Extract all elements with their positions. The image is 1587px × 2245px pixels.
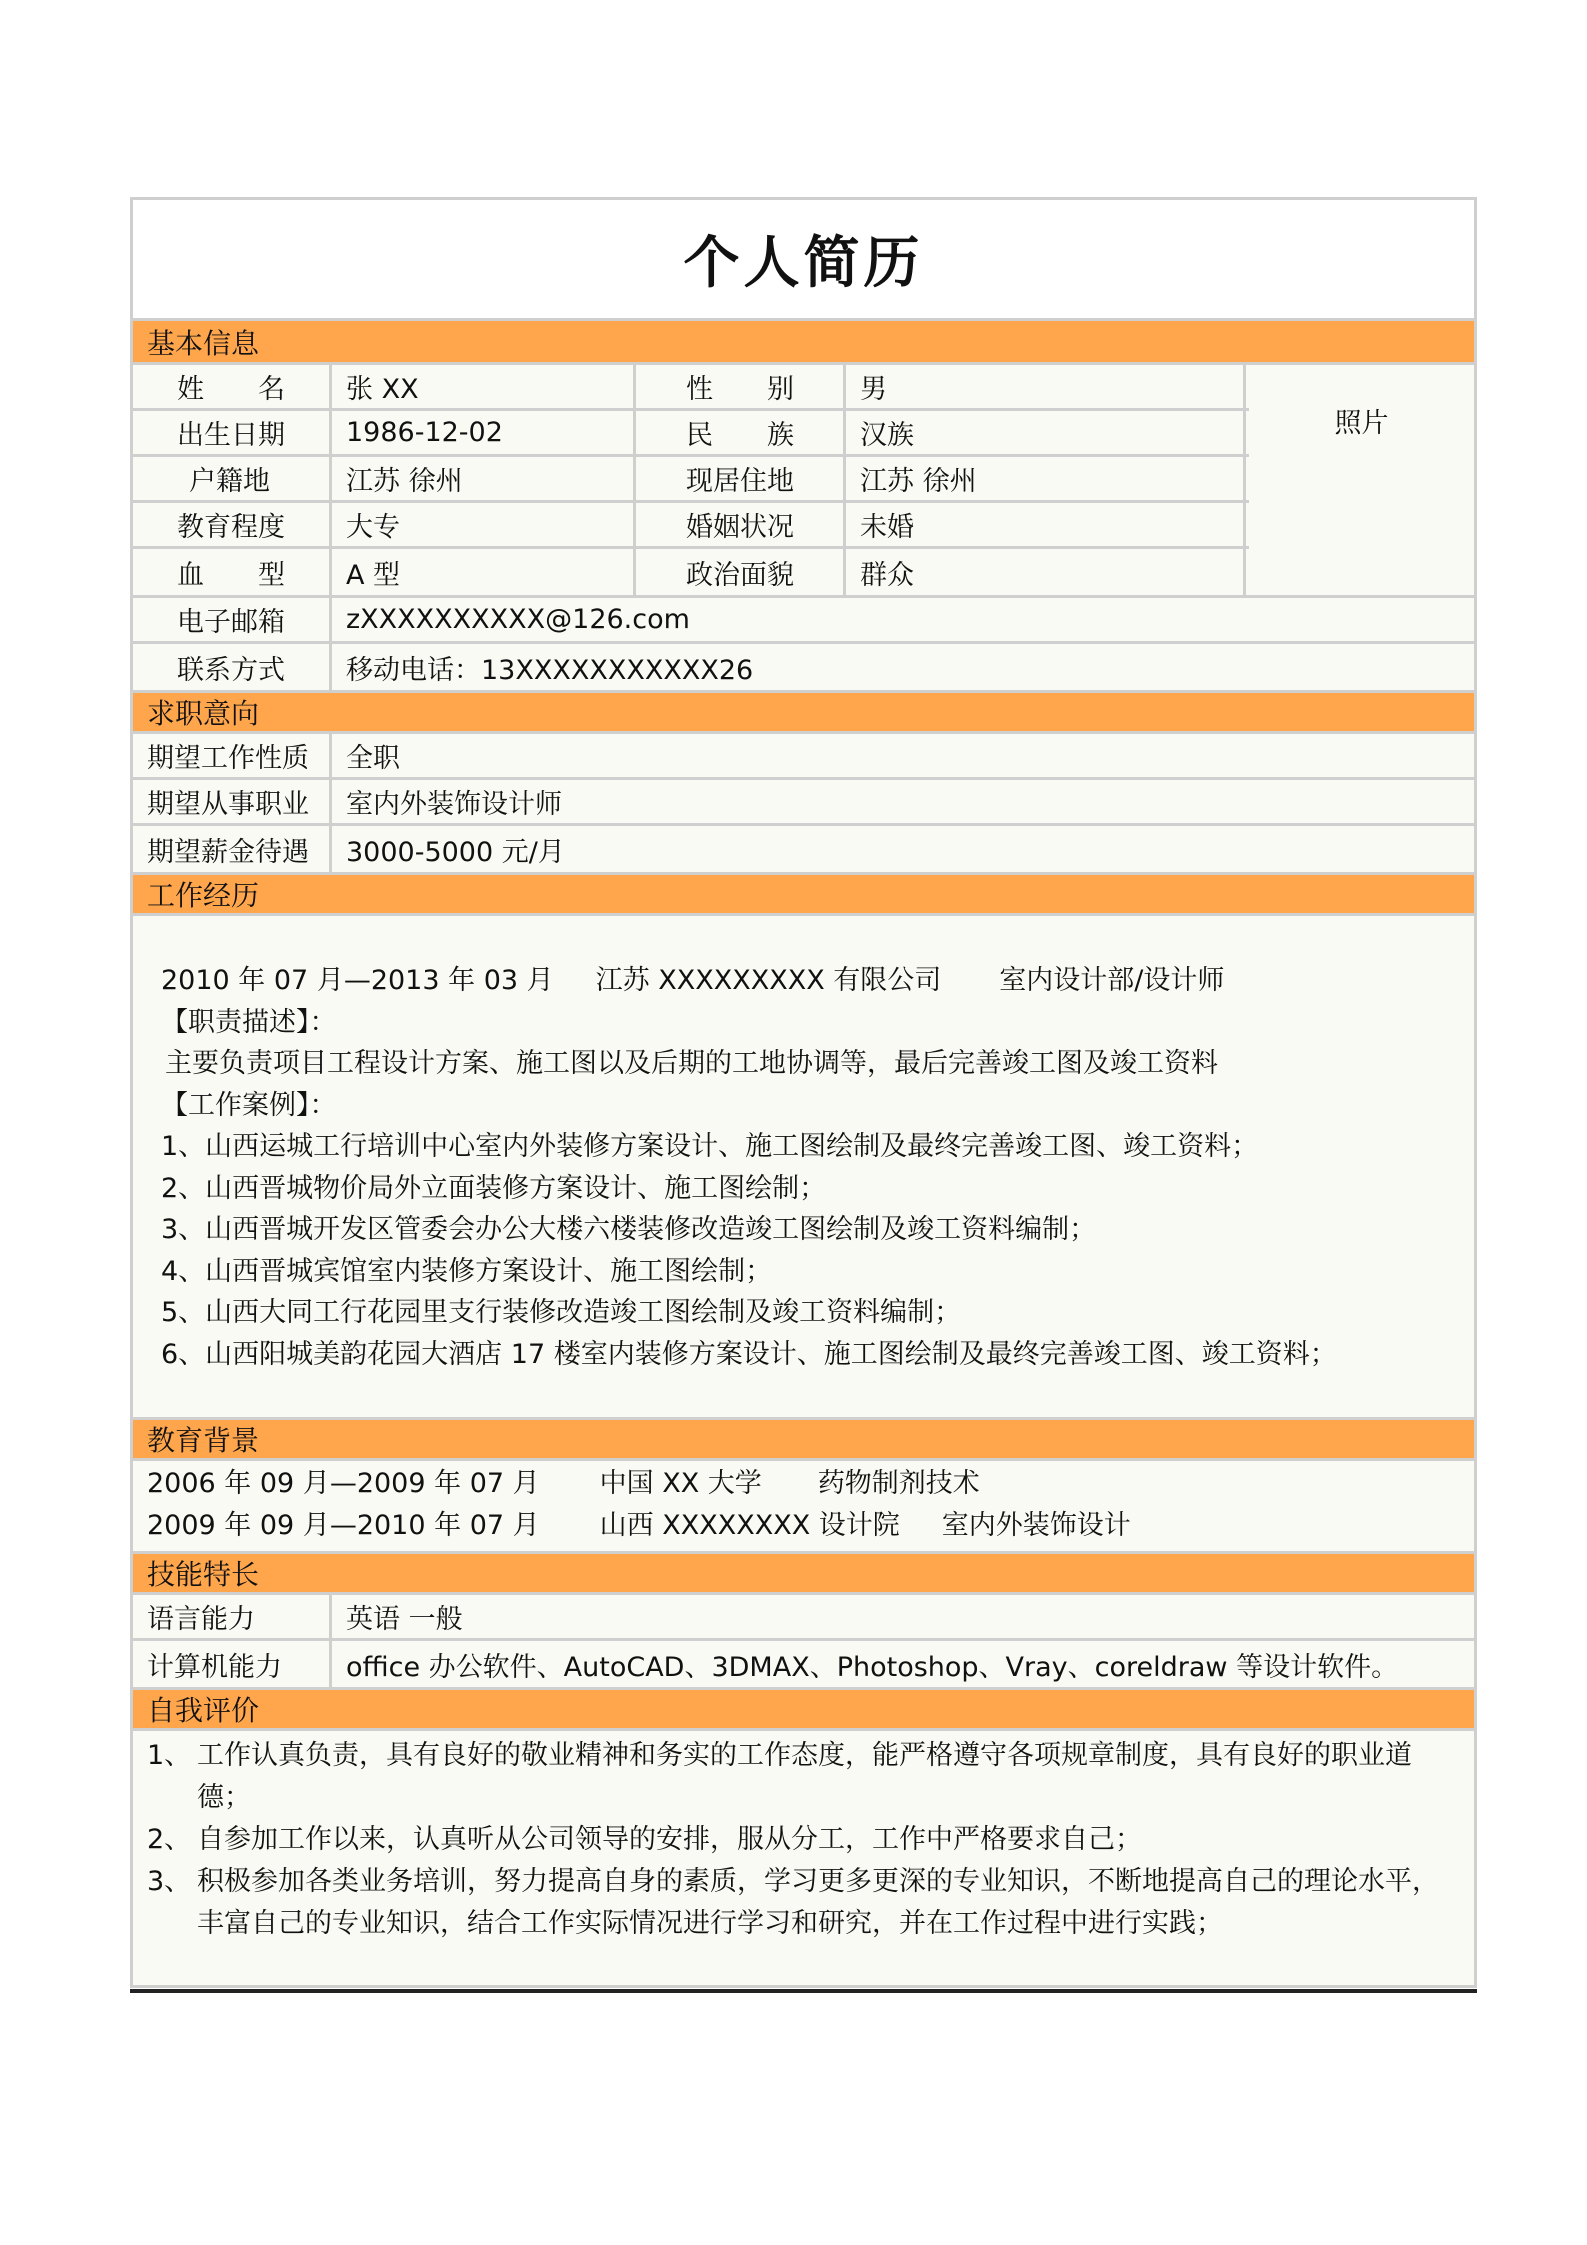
value-political: 群众 bbox=[846, 549, 1246, 595]
basic-info-grid bbox=[133, 365, 1474, 598]
row-email bbox=[133, 598, 1474, 644]
label-gender: 性 别 bbox=[636, 365, 846, 408]
label-education: 教育程度 bbox=[133, 503, 332, 546]
self-eval-number: 1、 bbox=[147, 1740, 192, 1771]
value-email: zXXXXXXXXXX@126.com bbox=[346, 604, 690, 635]
label-email: 电子邮箱 bbox=[133, 598, 332, 641]
label-hukou: 户籍地 bbox=[133, 457, 332, 500]
edu-major: 药物制剂技术 bbox=[817, 1468, 980, 1499]
self-evaluation-block bbox=[133, 1731, 1474, 1985]
case-item: 6、山西阳城美韵花园大酒店 17 楼室内装修方案设计、施工图绘制及最终完善竣工图、竣工资料； bbox=[161, 1338, 1337, 1370]
case-item: 5、山西大同工行花园里支行装修改造竣工图绘制及竣工资料编制； bbox=[161, 1297, 962, 1328]
section-header-self: 自我评价 bbox=[133, 1687, 1474, 1731]
edu-school: 山西 XXXXXXXX 设计院 bbox=[599, 1510, 900, 1541]
value-name: 张 XX bbox=[332, 365, 636, 408]
section-header-skills: 技能特长 bbox=[133, 1551, 1474, 1595]
label-residence: 现居住地 bbox=[636, 457, 846, 500]
label-job-target: 期望从事职业 bbox=[133, 780, 332, 823]
edu-period: 2006 年 09 月—2009 年 07 月 bbox=[147, 1468, 540, 1499]
row-birth-ethnic bbox=[133, 411, 1249, 457]
case-item: 4、山西晋城宾馆室内装修方案设计、施工图绘制； bbox=[161, 1255, 773, 1287]
value-marital: 未婚 bbox=[846, 503, 1246, 546]
self-eval-text: 工作认真负责，具有良好的敬业精神和务实的工作态度，能严格遵守各项规章制度，具有良好的职业道德； bbox=[197, 1740, 1412, 1813]
label-job-nature: 期望工作性质 bbox=[133, 734, 332, 777]
label-name: 姓 名 bbox=[133, 365, 332, 408]
value-hukou: 江苏 徐州 bbox=[332, 457, 636, 500]
self-eval-text: 积极参加各类业务培训，努力提高自身的素质，学习更多更深的专业知识，不断地提高自己的理论水平，丰富自己的专业知识，结合工作实际情况进行学习和研究，并在工作过程中进行实践； bbox=[197, 1866, 1439, 1939]
row-salary bbox=[133, 826, 1474, 872]
resume-document bbox=[130, 197, 1477, 1988]
work-period: 2010 年 07 月—2013 年 03 月 bbox=[161, 965, 554, 996]
edu-period: 2009 年 09 月—2010 年 07 月 bbox=[147, 1510, 540, 1541]
edu-school: 中国 XX 大学 bbox=[599, 1468, 762, 1499]
value-language: 英语 一般 bbox=[346, 1604, 463, 1635]
self-eval-number: 3、 bbox=[147, 1866, 192, 1897]
row-blood-political bbox=[133, 549, 1249, 595]
label-salary: 期望薪金待遇 bbox=[133, 826, 332, 872]
value-job-target: 室内外装饰设计师 bbox=[346, 789, 562, 820]
photo-placeholder: 照片 bbox=[1334, 407, 1389, 439]
work-experience-block bbox=[133, 916, 1474, 1417]
self-eval-item bbox=[147, 1819, 1462, 1861]
row-edu-marital bbox=[133, 503, 1249, 549]
value-blood: A 型 bbox=[332, 549, 636, 595]
case-item: 1、山西运城工行培训中心室内外装修方案设计、施工图绘制及最终完善竣工图、竣工资料； bbox=[161, 1131, 1259, 1162]
value-birth: 1986-12-02 bbox=[332, 411, 636, 454]
case-item: 2、山西晋城物价局外立面装修方案设计、施工图绘制； bbox=[161, 1172, 827, 1204]
label-marital: 婚姻状况 bbox=[636, 503, 846, 546]
education-block bbox=[133, 1461, 1474, 1551]
row-name-gender bbox=[133, 365, 1249, 411]
duty-text: 主要负责项目工程设计方案、施工图以及后期的工地协调等，最后完善竣工图及竣工资料 bbox=[165, 1048, 1218, 1079]
label-political: 政治面貌 bbox=[636, 549, 846, 595]
value-education: 大专 bbox=[332, 503, 636, 546]
work-company: 江苏 XXXXXXXXX 有限公司 bbox=[595, 965, 942, 996]
section-header-work: 工作经历 bbox=[133, 872, 1474, 916]
row-contact bbox=[133, 644, 1474, 690]
label-blood: 血 型 bbox=[133, 549, 332, 595]
section-header-intent: 求职意向 bbox=[133, 690, 1474, 734]
work-entry-header bbox=[161, 960, 1474, 1002]
value-job-nature: 全职 bbox=[346, 743, 400, 774]
row-computer bbox=[133, 1641, 1474, 1687]
self-eval-item bbox=[147, 1861, 1462, 1945]
row-hukou-residence bbox=[133, 457, 1249, 503]
value-contact: 移动电话：13XXXXXXXXXXX26 bbox=[346, 654, 754, 686]
label-birth: 出生日期 bbox=[133, 411, 332, 454]
value-salary: 3000-5000 元/月 bbox=[346, 836, 565, 868]
row-job-nature bbox=[133, 734, 1474, 780]
edu-major: 室内外装饰设计 bbox=[941, 1510, 1131, 1541]
cases-title: 【工作案例】： bbox=[161, 1089, 337, 1121]
self-eval-text: 自参加工作以来，认真听从公司领导的安排，服从分工，工作中严格要求自己； bbox=[197, 1824, 1142, 1855]
bottom-rule bbox=[130, 1989, 1477, 1993]
self-eval-item bbox=[147, 1735, 1462, 1819]
page-title: 个人简历 bbox=[683, 231, 924, 296]
value-residence: 江苏 徐州 bbox=[846, 457, 1246, 500]
row-language bbox=[133, 1595, 1474, 1641]
label-language: 语言能力 bbox=[133, 1595, 332, 1638]
case-item: 3、山西晋城开发区管委会办公大楼六楼装修改造竣工图绘制及竣工资料编制； bbox=[161, 1214, 1097, 1245]
label-ethnic: 民 族 bbox=[636, 411, 846, 454]
work-position: 室内设计部/设计师 bbox=[999, 965, 1225, 996]
section-header-basic: 基本信息 bbox=[133, 321, 1474, 365]
self-eval-number: 2、 bbox=[147, 1824, 192, 1855]
value-ethnic: 汉族 bbox=[846, 411, 1246, 454]
title-row bbox=[133, 200, 1474, 321]
row-job-target bbox=[133, 780, 1474, 826]
duty-title: 【职责描述】： bbox=[161, 1006, 337, 1038]
education-item bbox=[147, 1505, 1474, 1547]
value-gender: 男 bbox=[846, 365, 1246, 408]
education-item bbox=[147, 1463, 1474, 1505]
value-computer: office 办公软件、AutoCAD、3DMAX、Photoshop、Vray、coreldraw 等设计软件。 bbox=[346, 1651, 1399, 1683]
label-computer: 计算机能力 bbox=[133, 1641, 332, 1687]
section-header-education: 教育背景 bbox=[133, 1417, 1474, 1461]
label-contact: 联系方式 bbox=[133, 644, 332, 690]
